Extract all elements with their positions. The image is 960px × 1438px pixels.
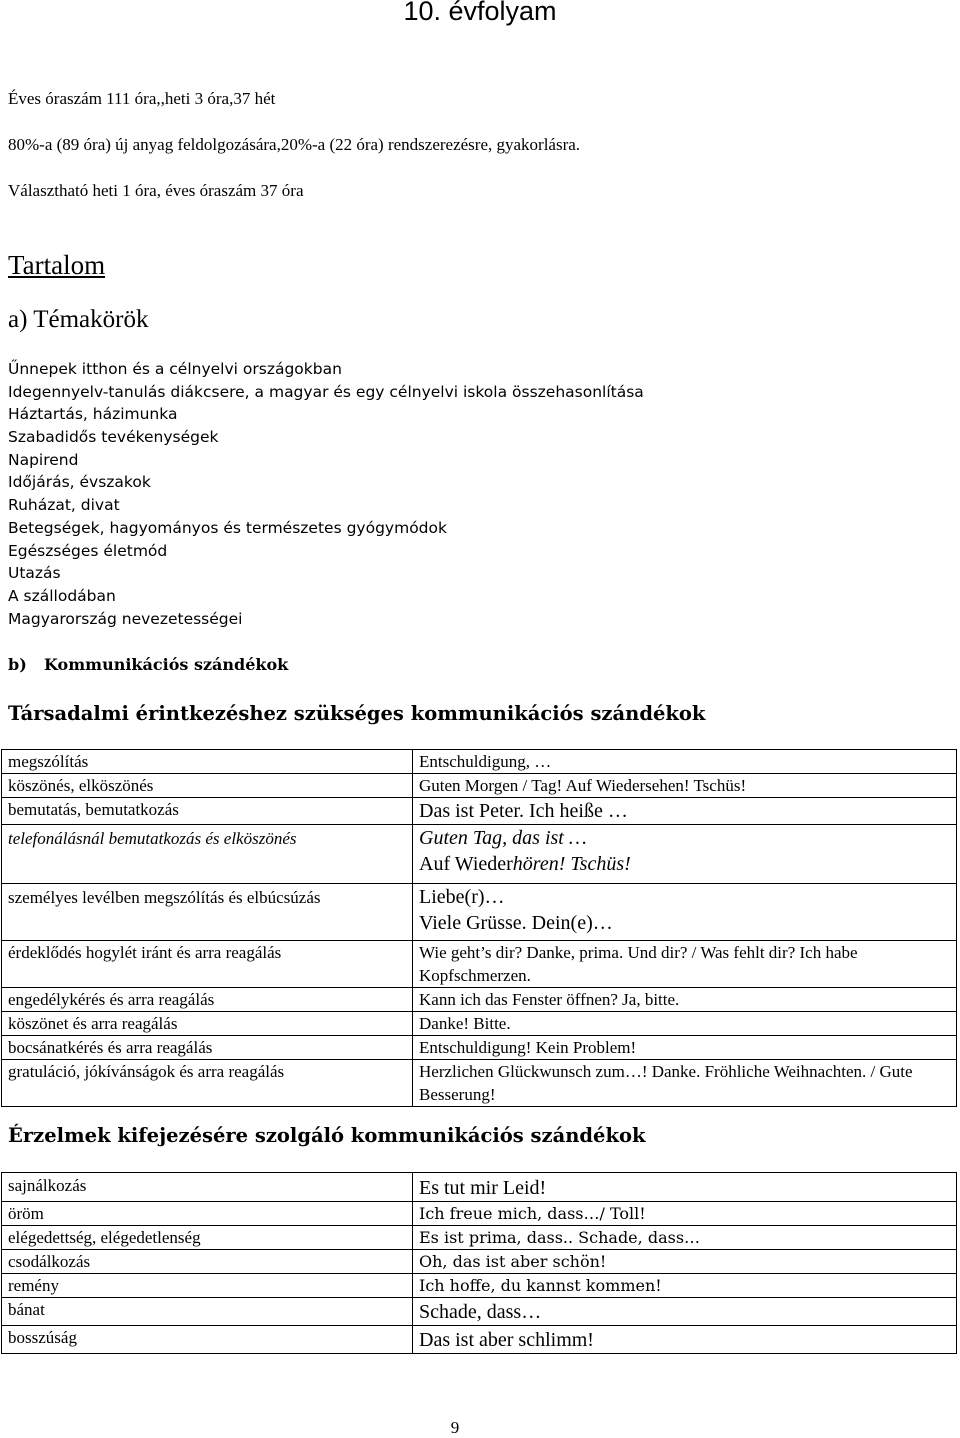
annual-hours-text: Éves óraszám 111 óra,,heti 3 óra,37 hét [8, 89, 276, 108]
de-line: Viele Grüsse. Dein(e)… [419, 912, 613, 934]
hu-cell: köszönés, elköszönés [2, 774, 413, 798]
table-row [2, 1250, 957, 1274]
hu-cell: köszönet és arra reagálás [2, 1012, 413, 1036]
de-cell: Ich hoffe, du kannst kommen! [413, 1274, 957, 1298]
social-heading: Társadalmi érintkezéshez szükséges kommunikációs szándékok [8, 702, 706, 725]
list-item: Utazás [8, 564, 61, 583]
de-cell: Das ist aber schlimm! [413, 1326, 957, 1354]
emotion-heading: Érzelmek kifejezésére szolgáló kommunikációs szándékok [8, 1124, 646, 1147]
list-item: Háztartás, házimunka [8, 405, 178, 424]
communication-label: b) [8, 655, 27, 674]
hu-cell: remény [2, 1274, 413, 1298]
list-item: Időjárás, évszakok [8, 473, 151, 492]
de-line: Guten Tag, das ist … [419, 827, 587, 849]
topics-heading: a) Témakörök [8, 306, 149, 333]
table-row [2, 1274, 957, 1298]
social-phrases-table [1, 749, 957, 1107]
communication-heading [8, 655, 288, 674]
hu-cell: személyes levélben megszólítás és elbúcsúzás [2, 884, 413, 941]
de-line: Liebe(r)… [419, 886, 505, 908]
de-cell [413, 884, 957, 941]
de-cell: Das ist Peter. Ich heiße … [413, 798, 957, 825]
list-item: Idegennyelv-tanulás diákcsere, a magyar és egy célnyelvi iskola összehasonlítása [8, 382, 644, 401]
content-heading: Tartalom [8, 250, 106, 280]
table-row [2, 1173, 957, 1202]
table-row [2, 1226, 957, 1250]
table-row [2, 1036, 957, 1060]
hu-cell: bocsánatkérés és arra reagálás [2, 1036, 413, 1060]
de-line [419, 851, 950, 877]
list-item: Szabadidős tevékenységek [8, 428, 219, 447]
communication-title: Kommunikációs szándékok [44, 655, 289, 674]
list-item: Napirend [8, 450, 79, 469]
de-cell: Es tut mir Leid! [413, 1173, 957, 1202]
table-row [2, 884, 957, 941]
list-item: Egészséges életmód [8, 541, 168, 560]
de-cell: Herzlichen Glückwunsch zum…! Danke. Fröhliche Weihnachten. / Gute Besserung! [413, 1060, 957, 1107]
page-number: 9 [450, 1418, 460, 1437]
table-row [2, 988, 957, 1012]
table-row [2, 1012, 957, 1036]
table-row [2, 1326, 957, 1354]
table-row [2, 825, 957, 884]
de-cell: Ich freue mich, dass…/ Toll! [413, 1202, 957, 1226]
de-line-part: Auf Wieder [419, 853, 513, 875]
list-item: A szállodában [8, 586, 116, 605]
de-cell: Entschuldigung! Kein Problem! [413, 1036, 957, 1060]
topic-list [8, 358, 644, 630]
de-cell: Es ist prima, dass.. Schade, dass… [413, 1226, 957, 1250]
hu-cell: bemutatás, bemutatkozás [2, 798, 413, 825]
hu-cell: gratuláció, jókívánságok és arra reagálás [2, 1060, 413, 1107]
de-line-part: hören! Tschüs! [512, 853, 631, 875]
hu-cell: bosszúság [2, 1326, 413, 1354]
de-cell: Oh, das ist aber schön! [413, 1250, 957, 1274]
emotion-phrases-table [1, 1172, 957, 1354]
hu-cell: érdeklődés hogylét iránt és arra reagálás [2, 941, 413, 988]
de-cell: Schade, dass… [413, 1298, 957, 1326]
hu-cell: telefonálásnál bemutatkozás és elköszönés [2, 825, 413, 884]
hu-cell: megszólítás [2, 750, 413, 774]
ratio-text: 80%-a (89 óra) új anyag feldolgozására,20%-a (22 óra) rendszerezésre, gyakorlásra. [8, 135, 581, 154]
optional-hours-text: Választható heti 1 óra, éves óraszám 37 óra [8, 181, 304, 200]
hu-cell: elégedettség, elégedetlenség [2, 1226, 413, 1250]
de-cell: Wie geht’s dir? Danke, prima. Und dir? / Was fehlt dir? Ich habe Kopfschmerzen. [413, 941, 957, 988]
table-row [2, 1060, 957, 1107]
hu-cell: bánat [2, 1298, 413, 1326]
hu-cell: csodálkozás [2, 1250, 413, 1274]
page-title: 10. évfolyam [403, 0, 557, 26]
table-row [2, 774, 957, 798]
list-item: Ruházat, divat [8, 496, 120, 515]
de-cell: Guten Morgen / Tag! Auf Wiedersehen! Tschüs! [413, 774, 957, 798]
table-row [2, 1202, 957, 1226]
table-row [2, 941, 957, 988]
hu-cell: sajnálkozás [2, 1173, 413, 1202]
hu-cell: engedélykérés és arra reagálás [2, 988, 413, 1012]
de-cell: Kann ich das Fenster öffnen? Ja, bitte. [413, 988, 957, 1012]
list-item: Betegségek, hagyományos és természetes gyógymódok [8, 518, 447, 537]
de-cell: Danke! Bitte. [413, 1012, 957, 1036]
list-item: Űnnepek itthon és a célnyelvi országokban [8, 360, 342, 378]
table-row [2, 798, 957, 825]
de-cell [413, 825, 957, 884]
table-row [2, 750, 957, 774]
table-row [2, 1298, 957, 1326]
list-item: Magyarország nevezetességei [8, 609, 243, 628]
de-cell: Entschuldigung, … [413, 750, 957, 774]
hu-cell: öröm [2, 1202, 413, 1226]
